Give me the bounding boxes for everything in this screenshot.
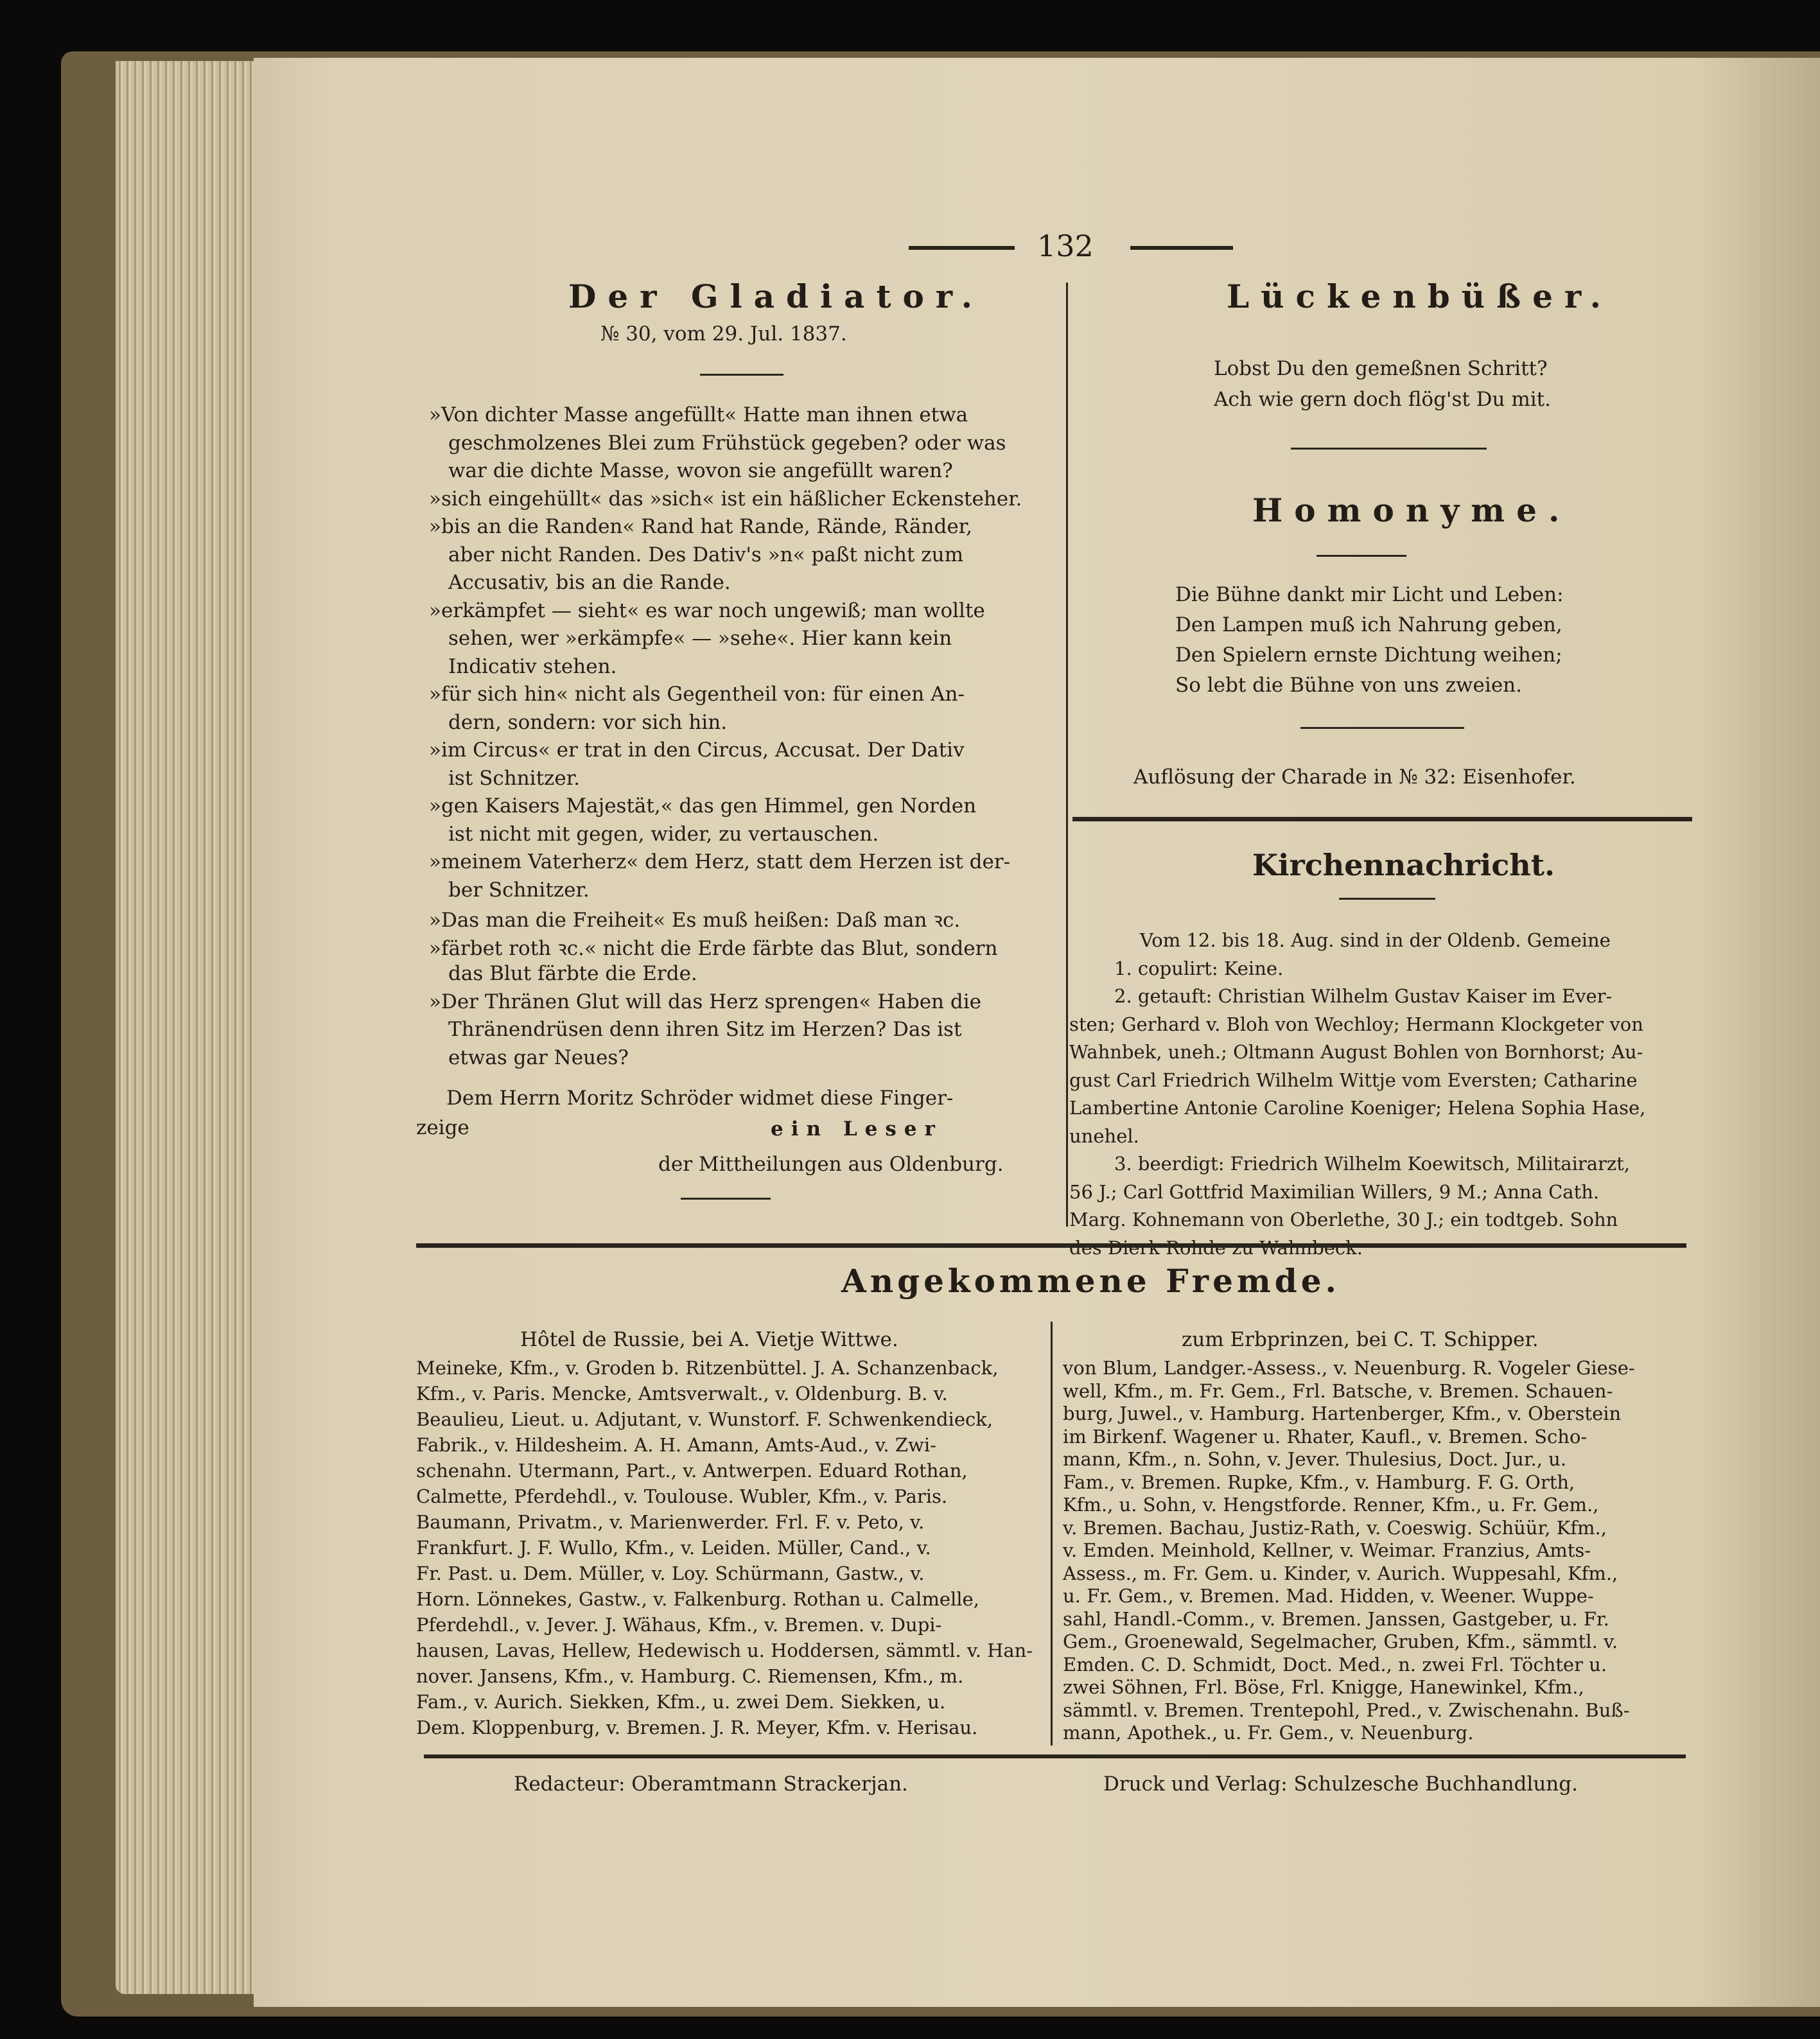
homonyme-line-4: So lebt die Bühne von uns zweien. bbox=[1175, 674, 1522, 697]
homonyme-rule bbox=[1317, 555, 1406, 557]
glad-lines-line: war die dichte Masse, wovon sie angefüllt waren? bbox=[448, 459, 953, 482]
fremde-right-line: well, Kfm., m. Fr. Gem., Frl. Batsche, v. Bremen. Schauen- bbox=[1063, 1379, 1613, 1402]
fremde-left-head: Hôtel de Russie, bei A. Vietje Wittwe. bbox=[520, 1328, 898, 1351]
glad-lines-line: »sich eingehüllt« das »sich« ist ein häßlicher Eckensteher. bbox=[429, 487, 1022, 511]
fremde-right-line: im Birkenf. Wagener u. Rhater, Kaufl., v. Bremen. Scho- bbox=[1063, 1425, 1588, 1448]
page-edges bbox=[116, 61, 273, 1994]
kirchen-lines-line: 3. beerdigt: Friedrich Wilhelm Koewitsch, Militairarzt, bbox=[1114, 1153, 1631, 1175]
footer-rule bbox=[424, 1755, 1686, 1758]
fremde-right-line: Gem., Groenewald, Segelmacher, Gruben, Kfm., sämmtl. v. bbox=[1063, 1631, 1618, 1652]
fremde-left-line: Pferdehdl., v. Jever. J. Wähaus, Kfm., v. Bremen. v. Dupi- bbox=[416, 1614, 942, 1636]
fremde-right-head: zum Erbprinzen, bei C. T. Schipper. bbox=[1182, 1328, 1539, 1351]
fremde-thick-rule bbox=[416, 1243, 1686, 1248]
fremde-right-line: v. Emden. Meinhold, Kellner, v. Weimar. Franzius, Amts- bbox=[1063, 1539, 1591, 1561]
kirchen-lines-line: unehel. bbox=[1069, 1125, 1139, 1147]
fremde-right-line: mann, Apothek., u. Fr. Gem., v. Neuenburg. bbox=[1063, 1722, 1474, 1744]
fremde-right-line: sahl, Handl.-Comm., v. Bremen. Janssen, Gastgeber, u. Fr. bbox=[1063, 1607, 1609, 1630]
gladiator-signer-sub: der Mittheilungen aus Oldenburg. bbox=[658, 1153, 1004, 1176]
fremde-left-line: Dem. Kloppenburg, v. Bremen. J. R. Meyer, Kfm. v. Herisau. bbox=[416, 1717, 978, 1738]
fremde-right-line: Fam., v. Bremen. Rupke, Kfm., v. Hamburg. F. G. Orth, bbox=[1063, 1471, 1575, 1493]
page-number: 132 bbox=[1037, 229, 1094, 263]
footer-verlag: Druck und Verlag: Schulzesche Buchhandlung. bbox=[1103, 1772, 1578, 1796]
glad-lines-line: »färbet roth ꝛc.« nicht die Erde färbte das Blut, sondern bbox=[429, 936, 998, 960]
fremde-right-line: von Blum, Landger.-Assess., v. Neuenburg. R. Vogeler Giese- bbox=[1063, 1357, 1635, 1379]
glad-lines-line: ber Schnitzer. bbox=[448, 878, 590, 902]
glad-lines-line: »Der Thränen Glut will das Herz sprengen« Haben die bbox=[429, 990, 981, 1013]
fremde-left-line: Fabrik., v. Hildesheim. A. H. Amann, Amts-Aud., v. Zwi- bbox=[416, 1434, 936, 1456]
glad-lines-line: »Von dichter Masse angefüllt« Hatte man ihnen etwa bbox=[429, 403, 968, 426]
fremde-right-line: sämmtl. v. Bremen. Trentepohl, Pred., v. Zwischenahn. Buß- bbox=[1063, 1699, 1630, 1721]
kirchen-lines-line: 2. getauft: Christian Wilhelm Gustav Kaiser im Ever- bbox=[1114, 985, 1613, 1007]
kirchen-lines-line: Lambertine Antonie Caroline Koeniger; Helena Sophia Hase, bbox=[1069, 1097, 1646, 1119]
lueckenbuesser-title: Lückenbüßer. bbox=[1227, 277, 1613, 315]
fremde-left-line: Horn. Lönnekes, Gastw., v. Falkenburg. Rothan u. Calmelle, bbox=[416, 1588, 979, 1610]
gladiator-title: Der Gladiator. bbox=[568, 277, 984, 315]
kirchen-rule bbox=[1339, 898, 1435, 900]
lueckenbuesser-line-1: Lobst Du den gemeßnen Schritt? bbox=[1214, 357, 1548, 380]
glad-lines-line: »meinem Vaterherz« dem Herz, statt dem Herzen ist der- bbox=[429, 850, 1011, 873]
fremde-right-line: v. Bremen. Bachau, Justiz-Rath, v. Coeswig. Schüür, Kfm., bbox=[1063, 1516, 1607, 1539]
glad-lines-line: ist Schnitzer. bbox=[448, 766, 580, 790]
fremde-left-line: Fam., v. Aurich. Siekken, Kfm., u. zwei Dem. Siekken, u. bbox=[416, 1691, 946, 1713]
fremde-divider bbox=[1051, 1322, 1053, 1746]
glad-lines-line: »für sich hin« nicht als Gegentheil von: für einen An- bbox=[429, 683, 965, 706]
gladiator-issue: № 30, vom 29. Jul. 1837. bbox=[600, 322, 847, 346]
fremde-left-line: Calmette, Pferdehdl., v. Toulouse. Wubler, Kfm., v. Paris. bbox=[416, 1485, 948, 1507]
fremde-left-line: hausen, Lavas, Hellew, Hedewisch u. Hoddersen, sämmtl. v. Han- bbox=[416, 1640, 1033, 1661]
homonyme-end-rule bbox=[1300, 727, 1464, 729]
glad-lines-line: das Blut färbte die Erde. bbox=[448, 962, 697, 985]
kirchen-lines-line: Marg. Kohnemann von Oberlethe, 30 J.; ein todtgeb. Sohn bbox=[1069, 1209, 1618, 1230]
glad-lines-line: Accusativ, bis an die Rande. bbox=[448, 571, 731, 594]
charade-solution: Auflösung der Charade in № 32: Eisenhofer. bbox=[1133, 766, 1576, 789]
fremde-right-line: Assess., m. Fr. Gem. u. Kinder, v. Aurich. Wuppesahl, Kfm., bbox=[1063, 1562, 1618, 1584]
glad-lines-line: geschmolzenes Blei zum Frühstück gegeben? oder was bbox=[448, 431, 1006, 455]
fremde-left-line: Baumann, Privatm., v. Marienwerder. Frl. F. v. Peto, v. bbox=[416, 1511, 925, 1533]
homonyme-title: Homonyme. bbox=[1252, 491, 1571, 529]
homonyme-line-3: Den Spielern ernste Dichtung weihen; bbox=[1175, 643, 1562, 667]
glad-lines-line: »gen Kaisers Majestät,« das gen Himmel, gen Norden bbox=[429, 794, 977, 818]
lueckenbuesser-line-2: Ach wie gern doch flög'st Du mit. bbox=[1214, 388, 1551, 411]
glad-lines-line: sehen, wer »erkämpfe« — »sehe«. Hier kann kein bbox=[448, 627, 952, 650]
homonyme-line-2: Den Lampen muß ich Nahrung geben, bbox=[1175, 613, 1562, 636]
fremde-right-line: Kfm., u. Sohn, v. Hengstforde. Renner, Kfm., u. Fr. Gem., bbox=[1063, 1494, 1599, 1516]
gladiator-signer: ein Leser bbox=[771, 1117, 943, 1141]
glad-lines-line: Thränendrüsen denn ihren Sitz im Herzen? Das ist bbox=[448, 1018, 962, 1041]
gladiator-end-rule bbox=[681, 1198, 771, 1200]
lueckenbuesser-rule bbox=[1291, 448, 1487, 450]
fremde-left-line: Beaulieu, Lieut. u. Adjutant, v. Wunstorf. F. Schwenkendieck, bbox=[416, 1408, 993, 1430]
fremde-title: Angekommene Fremde. bbox=[841, 1262, 1340, 1300]
kirchen-lines-line: Vom 12. bis 18. Aug. sind in der Oldenb. Gemeine bbox=[1140, 929, 1611, 951]
kirchennachricht-title: Kirchennachricht. bbox=[1252, 848, 1555, 882]
glad-lines-line: aber nicht Randen. Des Dativ's »n« paßt nicht zum bbox=[448, 543, 964, 566]
glad-lines-line: Indicativ stehen. bbox=[448, 654, 617, 678]
fremde-left-line: Fr. Past. u. Dem. Müller, v. Loy. Schürmann, Gastw., v. bbox=[416, 1562, 925, 1584]
fremde-right-line: u. Fr. Gem., v. Bremen. Mad. Hidden, v. Weener. Wuppe- bbox=[1063, 1585, 1594, 1607]
gladiator-dedication: Dem Herrn Moritz Schröder widmet diese Finger- bbox=[446, 1087, 954, 1110]
kirchen-thick-rule bbox=[1072, 817, 1692, 821]
kirchen-lines-line: Wahnbek, uneh.; Oltmann August Bohlen von Bornhorst; Au- bbox=[1069, 1041, 1643, 1063]
gladiator-rule bbox=[700, 374, 783, 376]
footer-redacteur: Redacteur: Oberamtmann Strackerjan. bbox=[514, 1772, 908, 1796]
glad-lines-line: »bis an die Randen« Rand hat Rande, Rände, Ränder, bbox=[429, 515, 972, 538]
glad-lines-line: »im Circus« er trat in den Circus, Accusat. Der Dativ bbox=[429, 739, 965, 762]
kirchen-lines-line: 1. copulirt: Keine. bbox=[1114, 957, 1284, 979]
column-divider bbox=[1066, 283, 1068, 1227]
kirchen-lines-line: gust Carl Friedrich Wilhelm Wittje vom Eversten; Catharine bbox=[1069, 1069, 1638, 1091]
fremde-left-line: nover. Jansens, Kfm., v. Hamburg. C. Riemensen, Kfm., m. bbox=[416, 1665, 964, 1687]
kirchen-lines-line: 56 J.; Carl Gottfrid Maximilian Willers, 9 M.; Anna Cath. bbox=[1069, 1180, 1600, 1203]
fremde-left-line: schenahn. Utermann, Part., v. Antwerpen. Eduard Rothan, bbox=[416, 1460, 968, 1482]
fremde-left-line: Frankfurt. J. F. Wullo, Kfm., v. Leiden. Müller, Cand., v. bbox=[416, 1537, 931, 1559]
glad-lines-line: ist nicht mit gegen, wider, zu vertauschen. bbox=[448, 822, 879, 846]
pagenum-rule-right bbox=[1130, 246, 1233, 250]
gladiator-dedication-2: zeige bbox=[416, 1116, 469, 1139]
kirchen-lines-line: sten; Gerhard v. Bloh von Wechloy; Hermann Klockgeter von bbox=[1069, 1013, 1643, 1035]
pagenum-rule-left bbox=[909, 246, 1015, 250]
glad-lines-line: dern, sondern: vor sich hin. bbox=[448, 710, 728, 734]
glad-lines-line: etwas gar Neues? bbox=[448, 1046, 629, 1069]
fremde-right-line: Emden. C. D. Schmidt, Doct. Med., n. zwei Frl. Töchter u. bbox=[1063, 1653, 1607, 1676]
fremde-left-line: Meineke, Kfm., v. Groden b. Ritzenbüttel. J. A. Schanzenback, bbox=[416, 1357, 999, 1379]
glad-lines-line: »Das man die Freiheit« Es muß heißen: Daß man ꝛc. bbox=[429, 909, 961, 932]
fremde-left-line: Kfm., v. Paris. Mencke, Amtsverwalt., v. Oldenburg. B. v. bbox=[416, 1383, 948, 1405]
glad-lines-line: »erkämpfet — sieht« es war noch ungewiß; man wollte bbox=[429, 599, 985, 622]
fremde-right-line: burg, Juwel., v. Hamburg. Hartenberger, Kfm., v. Oberstein bbox=[1063, 1403, 1622, 1424]
fremde-right-line: zwei Söhnen, Frl. Böse, Frl. Knigge, Hanewinkel, Kfm., bbox=[1063, 1676, 1584, 1698]
homonyme-line-1: Die Bühne dankt mir Licht und Leben: bbox=[1175, 583, 1564, 606]
fremde-right-line: mann, Kfm., n. Sohn, v. Jever. Thulesius, Doct. Jur., u. bbox=[1063, 1448, 1567, 1470]
